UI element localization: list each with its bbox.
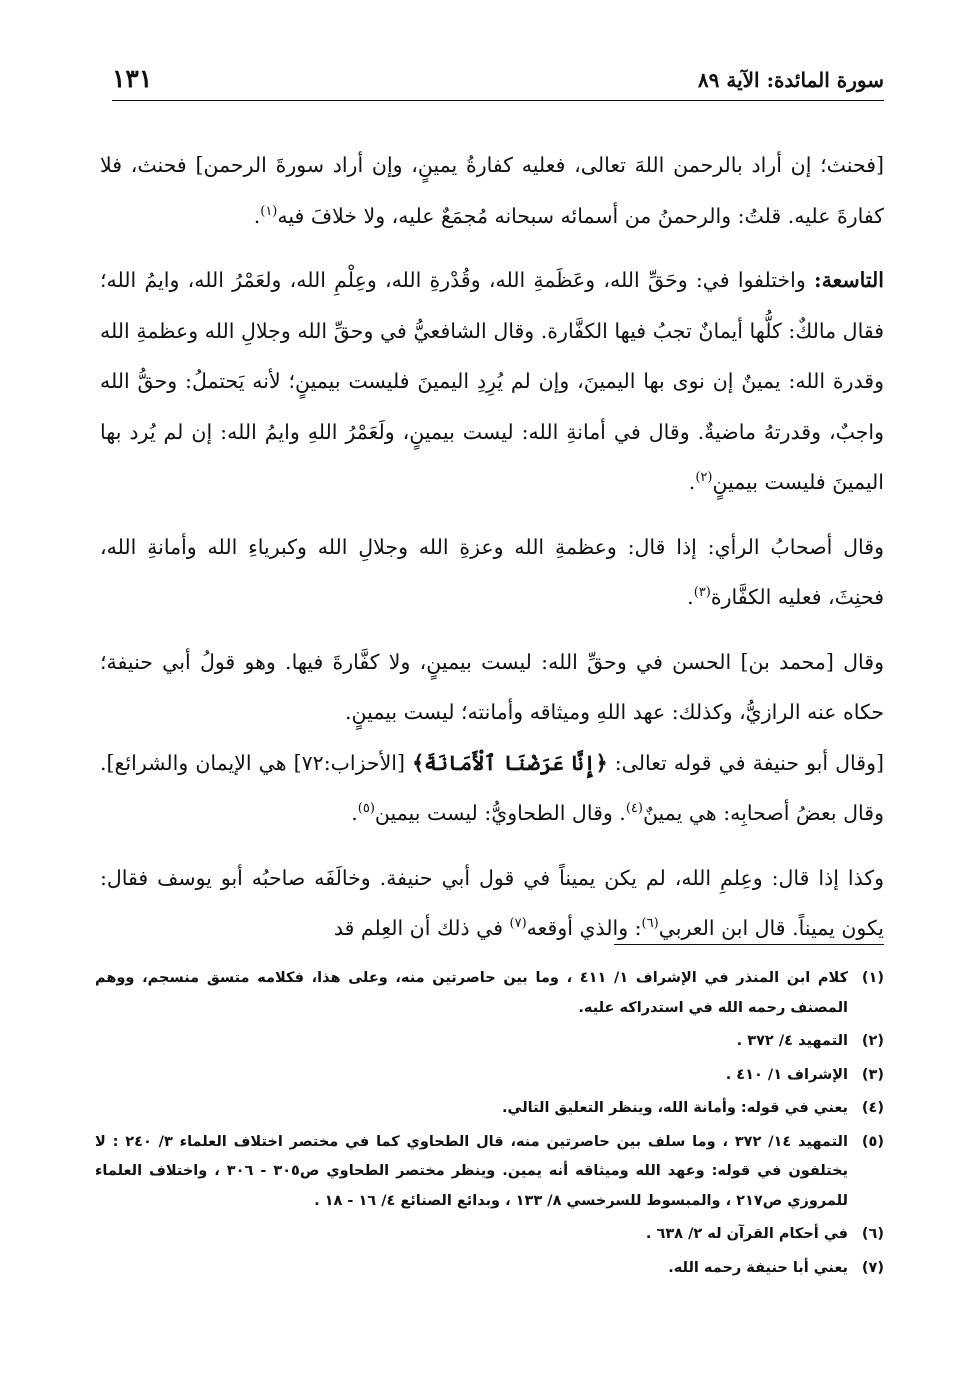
quran-quote: ﴿إِنَّا عَرَضْنَا ٱلْأَمَانَةَ﴾ bbox=[412, 750, 608, 775]
footnote-number: (٢) bbox=[861, 1033, 884, 1049]
paragraph-4 bbox=[100, 637, 884, 738]
paragraph-6-text-a: وكذا إذا قال: وعِلمِ الله، لم يكن يميناً في قول أبي حنيفة. وخالَفَه صاحبُه أبو يوسف فقال: يكون يميناً. قال ابن العربي bbox=[100, 865, 884, 940]
footnote-number: (٤) bbox=[861, 1100, 884, 1116]
running-title: سورة المائدة: الآية ٨٩ bbox=[697, 68, 884, 92]
paragraph-3-end: . bbox=[687, 585, 694, 609]
paragraph-5-text-c: . وقال الطحاويُّ: ليست بيمين bbox=[374, 801, 626, 825]
footnote-ref-1: (١) bbox=[260, 203, 278, 219]
footnote-ref-6: (٦) bbox=[641, 916, 659, 932]
page-header bbox=[112, 66, 884, 101]
footnote-text: التمهيد ١٤/ ٣٧٢ ، وما سلف بين حاصرتين منه، قال الطحاوي كما في مختصر اختلاف العلماء ٣/ ٢٤٠ : لا يختلفون في قوله: وعهد الله وميثاقه أنه يمين. وينظر مختصر الطحاوي ص٣٠٥ - ٣٠٦ ، واختلاف العلماء للمروزي ص٢١٧ ، والمبسوط للسرخسي ٨/ ١٣٣ ، وبدائع الصنائع ٤/ ١٦ - ١٨ . bbox=[95, 1133, 848, 1209]
paragraph-6-text-c: في ذلك أن العِلم قد bbox=[333, 916, 510, 940]
paragraph-2-text: واختلفوا في: وحَقِّ الله، وعَظَمةِ الله، وقُدْرةِ الله، وعِلْمِ الله، ولعَمْرُ الله، وايمُ الله؛ فقال مالكٌ: كلُّها أيمانٌ تجبُ فيها الكفَّارة. وقال الشافعيُّ في وحقِّ الله وجلالِ الله وعظمةِ الله وقدرة الله: يمينٌ إن نوى بها اليمينَ، وإن لم يُرِدِ اليمينَ فليست بيمينٍ؛ لأنه يَحتملُ: وحقُّ الله واجبٌ، وقدرتهُ ماضيةٌ. وقال في أمانةِ الله: ليست بيمينٍ، ولَعَمْرُ اللهِ وايمُ الله: إن لم يُرد بها اليمينَ فليست بيمينٍ bbox=[100, 268, 884, 494]
paragraph-6-text-b: : والذي أوقعه bbox=[526, 916, 642, 940]
paragraph-2 bbox=[100, 255, 884, 508]
footnote bbox=[95, 1061, 884, 1091]
footnote-ref-2: (٢) bbox=[695, 470, 713, 486]
footnote bbox=[95, 1094, 884, 1124]
paragraph-5-end: . bbox=[351, 801, 358, 825]
footnote-text: كلام ابن المنذر في الإشراف ١/ ٤١١ ، وما بين حاصرتين منه، وعلى هذا، فكلامه متسق منسجم، ووهم المصنف رحمه الله في استدراكه عليه. bbox=[95, 970, 848, 1016]
footnote-text: التمهيد ٤/ ٣٧٢ . bbox=[736, 1033, 848, 1049]
footnote-text: يعني في قوله: وأمانة الله، وينظر التعليق التالي. bbox=[502, 1100, 848, 1116]
footnote bbox=[95, 1027, 884, 1057]
paragraph-1-end: . bbox=[253, 203, 261, 228]
paragraph-5-text-b: [الأحزاب:٧٢] هي الإيمان والشرائع]. وقال بعضُ أصحابِه: هي يمينٌ bbox=[100, 750, 884, 825]
paragraph-3 bbox=[100, 522, 884, 623]
footnote-ref-4: (٤) bbox=[625, 801, 643, 817]
paragraph-5 bbox=[100, 738, 884, 839]
footnote-ref-7: (٧) bbox=[509, 916, 527, 932]
footnote-text: الإشراف ١/ ٤١٠ . bbox=[725, 1066, 848, 1083]
footnote-ref-3: (٣) bbox=[693, 585, 711, 601]
page-number: ١٣١ bbox=[112, 64, 153, 93]
paragraph-2-end: . bbox=[688, 470, 696, 494]
paragraph-6 bbox=[100, 853, 884, 954]
footnote-number: (٣) bbox=[861, 1066, 884, 1083]
footnote-number: (٧) bbox=[861, 1259, 884, 1276]
main-text bbox=[100, 140, 884, 968]
footnote-ref-5: (٥) bbox=[357, 801, 375, 817]
paragraph-1-text: [فحنث؛ إن أراد بالرحمن اللهَ تعالى، فعليه كفارةُ يمينٍ، وإن أراد سورةَ الرحمن] فحنث، فلا كفارةَ عليه. قلتُ: والرحمنُ من أسمائه سبحانه مُجمَعٌ عليه، ولا خلافَ فيه bbox=[100, 153, 884, 228]
footnote-separator bbox=[614, 944, 884, 945]
section-heading-ninth: التاسعة: bbox=[814, 268, 884, 292]
footnote bbox=[95, 1254, 884, 1284]
footnote-number: (٦) bbox=[861, 1226, 884, 1242]
paragraph-5-text-a: [وقال أبو حنيفة في قوله تعالى: bbox=[607, 750, 884, 775]
paragraph-4-text: وقال [محمد بن] الحسن في وحقِّ الله: ليست بيمينٍ، ولا كفَّارةَ فيها. وهو قولُ أبي حنيفة؛ حكاه عنه الرازيُّ، وكذلك: عهد اللهِ وميثاقه وأمانته؛ ليست بيمينٍ. bbox=[100, 649, 884, 724]
footnote-number: (٥) bbox=[861, 1133, 884, 1150]
footnote-text: في أحكام القرآن له ٢/ ٦٣٨ . bbox=[645, 1226, 848, 1242]
footnote bbox=[95, 1128, 884, 1217]
footnotes bbox=[95, 964, 884, 1287]
footnote-number: (١) bbox=[861, 970, 884, 986]
paragraph-1 bbox=[100, 140, 884, 241]
footnote-text: يعني أبا حنيفة رحمه الله. bbox=[668, 1259, 848, 1276]
footnote bbox=[95, 964, 884, 1023]
paragraph-3-text: وقال أصحابُ الرأي: إذا قال: وعظمةِ الله وعزةِ الله وجلالِ الله وكبرياءِ الله وأمانةِ الله، فحنِثَ، فعليه الكفَّارة bbox=[100, 534, 884, 609]
footnote bbox=[95, 1220, 884, 1250]
